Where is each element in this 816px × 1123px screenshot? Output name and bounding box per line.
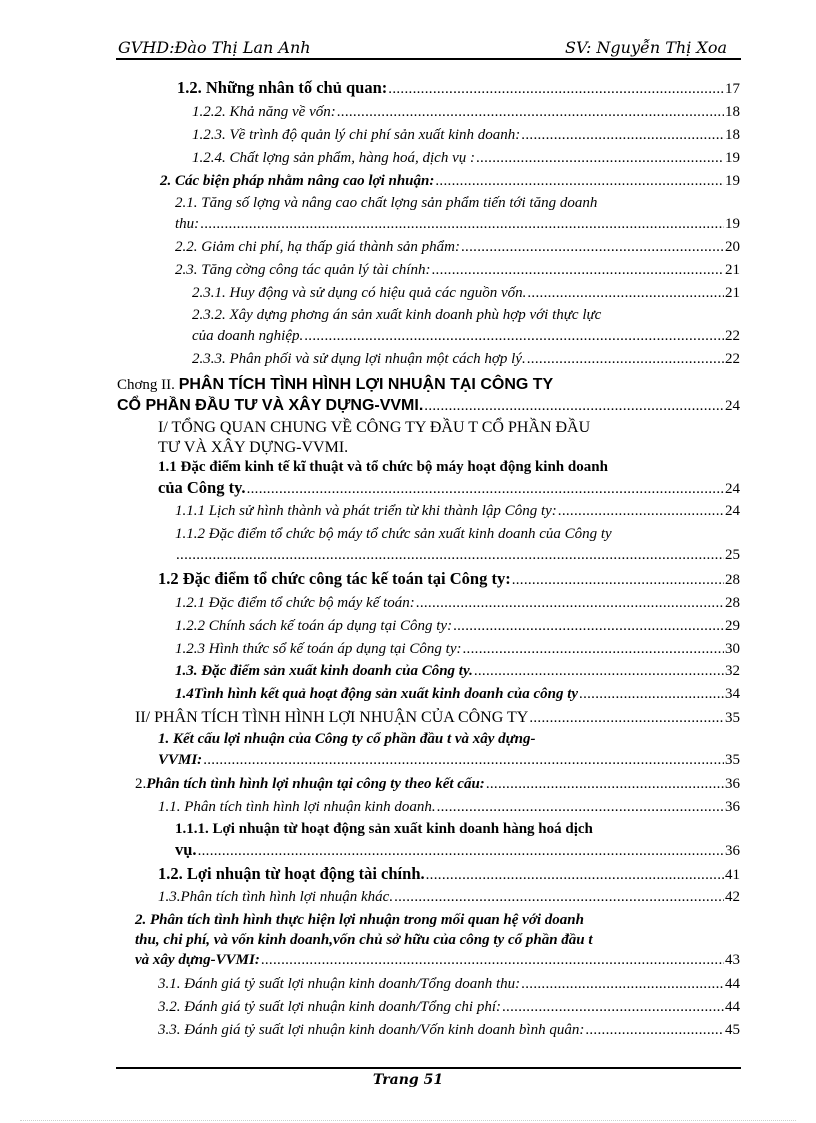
toc-entry[interactable]: 1.1. Phân tích tình hình lợi nhuận kinh doanh. ..... 36 xyxy=(158,797,740,817)
toc-entry[interactable]: 1.2.1 Đặc điểm tổ chức bộ máy kế toán: ..... 28 xyxy=(175,593,740,613)
page-number: Trang 51 xyxy=(372,1072,444,1088)
toc-entry[interactable]: 2.3.3. Phân phối và sử dụng lợi nhuận một cách hợp lý. ..... 22 xyxy=(192,349,740,369)
toc-entry[interactable]: của Công ty. ..... 24 xyxy=(158,478,740,499)
footer-divider xyxy=(116,1067,741,1069)
toc-entry[interactable]: II/ PHÂN TÍCH TÌNH HÌNH LỢI NHUẬN CỦA CÔNG TY ..... 35 xyxy=(135,708,740,728)
toc-entry[interactable]: 1.2. Lợi nhuận từ hoạt động tài chính. ..... 41 xyxy=(158,864,740,885)
toc-entry[interactable]: 1.2.3. Về trình độ quản lý chi phí sản xuất kinh doanh: ..... 18 xyxy=(192,125,740,145)
toc-entry[interactable]: 1.2.2. Khả năng về vốn: ..... 18 xyxy=(192,102,740,122)
toc-entry[interactable]: 1.2 Đặc điểm tổ chức công tác kế toán tại Công ty: ..... 28 xyxy=(158,569,740,590)
page-header xyxy=(116,38,741,56)
toc-entry[interactable]: VVMI: ..... 35 xyxy=(158,750,740,770)
toc-entry[interactable]: 1.2.3 Hình thức sổ kế toán áp dụng tại Công ty: ..... 30 xyxy=(175,639,740,659)
section-heading-line[interactable]: I/ TỔNG QUAN CHUNG VỀ CÔNG TY ĐẦU T CỔ PHẦN ĐẦU xyxy=(158,419,591,436)
toc-entry-line[interactable]: 2.3.2. Xây dựng phơng án sản xuất kinh doanh phù hợp với thực lực xyxy=(192,307,602,323)
toc-entry-line[interactable]: thu, chi phí, và vốn kinh doanh,vốn chủ sở hữu của công ty cổ phần đầu t xyxy=(135,932,593,948)
toc-entry-line[interactable]: 2.1. Tăng số lợng và nâng cao chất lợng sản phẩm tiến tới tăng doanh xyxy=(175,195,598,211)
toc-entry[interactable]: 1.2.2 Chính sách kế toán áp dụng tại Công ty: ..... 29 xyxy=(175,616,740,636)
toc-entry[interactable]: 2. Phân tích tình hình lợi nhuận tại công ty theo kết cấu: ..... 36 xyxy=(135,774,740,794)
toc-entry[interactable]: và xây dựng-VVMI: ..... 43 xyxy=(135,950,740,970)
toc-entry[interactable]: ..... 25 xyxy=(175,545,740,565)
toc-entry[interactable]: của doanh nghiệp. ..... 22 xyxy=(192,326,740,346)
toc-entry[interactable]: 2.3.1. Huy động và sử dụng có hiệu quả các nguồn vốn. ..... 21 xyxy=(192,283,740,303)
toc-entry-line[interactable]: 2. Phân tích tình hình thực hiện lợi nhuận trong mối quan hệ với doanh xyxy=(135,912,584,928)
chapter-prefix: Chơng II. xyxy=(117,377,175,393)
toc-entry[interactable]: CỔ PHẦN ĐẦU TƯ VÀ XÂY DỰNG-VVMI. ..... 24 xyxy=(117,396,740,416)
toc-entry[interactable]: 1.3.Phân tích tình hình lợi nhuận khác. ..... 42 xyxy=(158,887,740,907)
toc-entry[interactable]: vụ. ..... 36 xyxy=(175,840,740,861)
toc-entry-line[interactable]: 1. Kết cấu lợi nhuận của Công ty cổ phần đầu t và xây dựng- xyxy=(158,731,536,747)
toc-entry[interactable]: 1.4Tình hình kết quả hoạt động sản xuất kinh doanh của công ty ..... 34 xyxy=(175,684,740,704)
toc-entry-line[interactable]: 1.1.1. Lợi nhuận từ hoạt động sản xuất kinh doanh hàng hoá dịch xyxy=(175,821,593,837)
toc-entry-line[interactable]: 1.1.2 Đặc điểm tổ chức bộ máy tổ chức sản xuất kinh doanh của Công ty xyxy=(175,526,612,542)
chapter-heading-line[interactable] xyxy=(117,375,553,395)
toc-entry[interactable]: thu: ..... 19 xyxy=(175,214,740,234)
toc-entry-line[interactable]: 1.1 Đặc điểm kinh tế kĩ thuật và tổ chức bộ máy hoạt động kinh doanh xyxy=(158,459,608,475)
toc-entry[interactable]: 2.2. Giảm chi phí, hạ thấp giá thành sản phẩm: ..... 20 xyxy=(175,237,740,257)
header-advisor: GVHD:Đào Thị Lan Anh xyxy=(118,38,311,57)
toc-entry[interactable]: 2.3. Tăng cờng công tác quản lý tài chính: ..... 21 xyxy=(175,260,740,280)
header-divider xyxy=(116,58,741,60)
toc-entry[interactable]: 3.2. Đánh giá tỷ suất lợi nhuận kinh doanh/Tổng chi phí: ..... 44 xyxy=(158,997,740,1017)
toc-entry[interactable]: 1.2.4. Chất lợng sản phẩm, hàng hoá, dịch vụ : ..... 19 xyxy=(192,148,740,168)
section-heading-line[interactable]: TƯ VÀ XÂY DỰNG-VVMI. xyxy=(158,439,349,456)
header-student: SV: Nguyễn Thị Xoa xyxy=(565,38,727,57)
toc-entry[interactable]: 1.2. Những nhân tố chủ quan: ..... 17 xyxy=(177,78,740,99)
page-bottom-edge xyxy=(20,1120,796,1121)
chapter-title: PHÂN TÍCH TÌNH HÌNH LỢI NHUẬN TẠI CÔNG TY xyxy=(178,376,554,393)
toc-entry[interactable]: 3.1. Đánh giá tỷ suất lợi nhuận kinh doanh/Tổng doanh thu: ..... 44 xyxy=(158,974,740,994)
toc-entry[interactable]: 3.3. Đánh giá tỷ suất lợi nhuận kinh doanh/Vốn kinh doanh bình quân: ..... 45 xyxy=(158,1020,740,1040)
toc-entry[interactable]: 2. Các biện pháp nhằm nâng cao lợi nhuận: ..... 19 xyxy=(160,171,740,191)
toc-entry[interactable]: 1.1.1 Lịch sử hình thành và phát triển từ khi thành lập Công ty: ..... 24 xyxy=(175,501,740,521)
toc-entry[interactable]: 1.3. Đặc điểm sản xuất kinh doanh của Công ty. ..... 32 xyxy=(175,661,740,681)
